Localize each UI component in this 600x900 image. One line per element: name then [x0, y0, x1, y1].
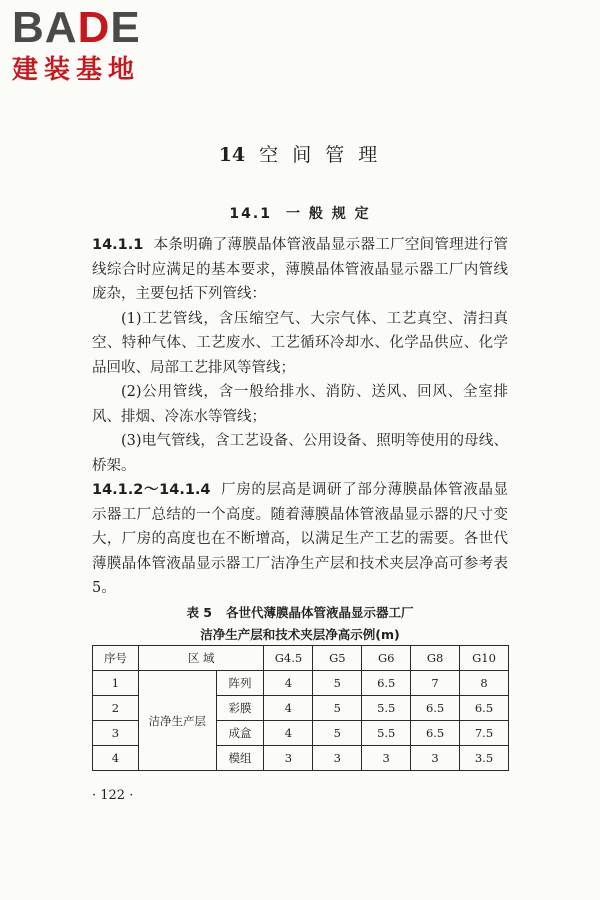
page-number: · 122 · — [92, 788, 134, 803]
cell-sub-area: 成盒 — [216, 721, 264, 746]
body-text — [92, 233, 508, 601]
cell-g5: 5 — [313, 671, 362, 696]
cell-g5: 3 — [313, 746, 362, 771]
cell-seq: 4 — [93, 746, 139, 771]
clause-text: 厂房的层高是调研了部分薄膜晶体管液晶显示器工厂总结的一个高度。随着薄膜晶体管液晶显示器的尺寸变大，厂房的高度也在不断增高，以满足生产工艺的需要。各世代薄膜晶体管液晶显示器工厂洁净生产层和技术夹层净高可参考表5。 — [92, 482, 509, 596]
cell-g5: 5 — [313, 721, 362, 746]
cell-seq: 3 — [93, 721, 139, 746]
cell-g6: 5.5 — [362, 721, 411, 746]
cell-seq: 2 — [93, 696, 139, 721]
header-g8: G8 — [411, 646, 460, 671]
table-number: 表 5 — [186, 605, 213, 620]
cell-sub-area: 模组 — [216, 746, 264, 771]
list-item-utility-pipes: (2)公用管线，含一般给排水、消防、送风、回风、全室排风、排烟、冷冻水等管线； — [92, 384, 508, 425]
section-number: 14.1 — [229, 206, 272, 222]
header-g6: G6 — [362, 646, 411, 671]
clause-text: 本条明确了薄膜晶体管液晶显示器工厂空间管理进行管线综合时应满足的基本要求，薄膜晶体管液晶显示器工厂内管线庞杂，主要包括下列管线： — [92, 237, 508, 302]
list-item-process-pipes: (1)工艺管线，含压缩空气、大宗气体、工艺真空、清扫真空、特种气体、工艺废水、工艺循环冷却水、化学品供应、化学品回收、局部工艺排风等管线； — [92, 310, 508, 376]
cell-g10: 7.5 — [460, 721, 509, 746]
cell-g45: 3 — [264, 746, 313, 771]
header-seq: 序号 — [93, 646, 139, 671]
logo-brand: BADE — [12, 3, 141, 52]
clause-14-1-2-4 — [92, 478, 508, 601]
cell-seq: 1 — [93, 671, 139, 696]
chapter-title-text: 空 间 管 理 — [259, 144, 382, 166]
cell-g10: 3.5 — [460, 746, 509, 771]
cell-sub-area: 阵列 — [216, 671, 264, 696]
header-area: 区 域 — [138, 646, 264, 671]
cell-g8: 7 — [411, 671, 460, 696]
table-row — [93, 671, 509, 696]
cell-g6: 6.5 — [362, 671, 411, 696]
header-g5: G5 — [313, 646, 362, 671]
bade-logo — [12, 4, 182, 86]
chapter-title — [0, 140, 600, 167]
cell-sub-area: 彩膜 — [216, 696, 264, 721]
table-caption-line2: 洁净生产层和技术夹层净高示例(m) — [200, 627, 400, 642]
cell-g45: 4 — [264, 671, 313, 696]
cell-g8: 6.5 — [411, 696, 460, 721]
section-title-text: 一 般 规 定 — [285, 206, 371, 222]
cell-g5: 5 — [313, 696, 362, 721]
cell-g10: 8 — [460, 671, 509, 696]
clause-number: 14.1.2～14.1.4 — [92, 482, 211, 498]
cell-g8: 6.5 — [411, 721, 460, 746]
header-g10: G10 — [460, 646, 509, 671]
cell-g45: 4 — [264, 721, 313, 746]
cell-g45: 4 — [264, 696, 313, 721]
cell-g6: 5.5 — [362, 696, 411, 721]
clause-number: 14.1.1 — [92, 237, 144, 253]
cell-g10: 6.5 — [460, 696, 509, 721]
header-g45: G4.5 — [264, 646, 313, 671]
table-header-row — [93, 646, 509, 671]
section-title — [0, 203, 600, 223]
height-table — [92, 645, 509, 771]
clause-14-1-1 — [92, 233, 508, 307]
logo-tagline: 建装基地 — [12, 55, 141, 85]
cell-g6: 3 — [362, 746, 411, 771]
table-caption-line1: 表 5 各世代薄膜晶体管液晶显示器工厂 — [186, 605, 414, 620]
chapter-number: 14 — [218, 144, 246, 166]
list-item-electrical-pipes: (3)电气管线，含工艺设备、公用设备、照明等使用的母线、桥架。 — [92, 433, 508, 474]
cell-group-label: 洁净生产层 — [138, 671, 216, 771]
cell-g8: 3 — [411, 746, 460, 771]
